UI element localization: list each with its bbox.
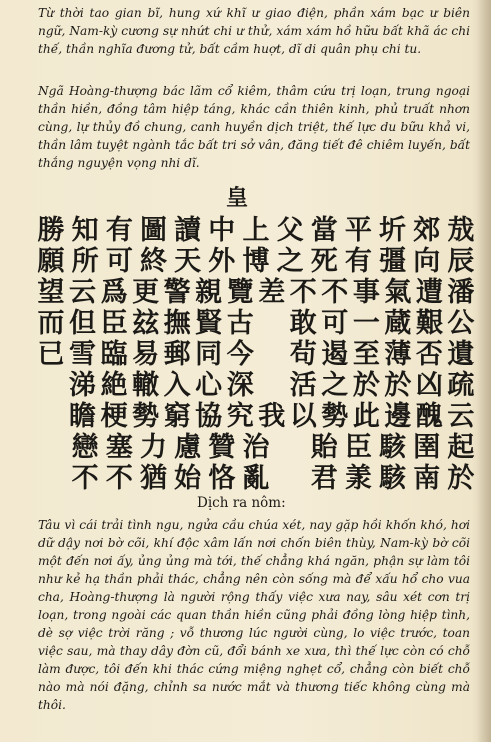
- chinese-character: 有: [344, 246, 372, 277]
- chinese-character: 親: [195, 277, 223, 308]
- chinese-text-row: [36, 247, 476, 277]
- chinese-character: 於: [384, 370, 412, 401]
- chinese-character: 遺: [447, 339, 475, 370]
- chinese-character: 戀: [71, 432, 99, 463]
- chinese-character: 古: [226, 308, 254, 339]
- chinese-text-row: [36, 278, 476, 308]
- chinese-character: 凶: [415, 370, 443, 401]
- chinese-character: 望: [37, 277, 65, 308]
- chinese-character: 潘: [447, 277, 475, 308]
- chinese-character: 外: [208, 246, 236, 277]
- chinese-character: 同: [195, 339, 223, 370]
- chinese-character: 撫: [163, 308, 191, 339]
- chinese-character: 不: [105, 463, 133, 494]
- chinese-character: 涕: [69, 370, 97, 401]
- chinese-character: 已: [37, 339, 65, 370]
- chinese-character: 勢: [132, 401, 160, 432]
- chinese-character: 賢: [195, 308, 223, 339]
- chinese-character: 不: [289, 277, 317, 308]
- chinese-text-row: [36, 464, 476, 494]
- chinese-character: 今: [226, 339, 254, 370]
- chinese-character: 於: [447, 463, 475, 494]
- chinese-character: 臣: [344, 432, 372, 463]
- chinese-character: 此: [352, 401, 380, 432]
- chinese-character: 貽: [310, 432, 338, 463]
- chinese-character: 不: [71, 463, 99, 494]
- chinese-character: 氣: [384, 277, 412, 308]
- chinese-character: 公: [447, 308, 475, 339]
- chinese-character: 贊: [208, 432, 236, 463]
- chinese-character: 易: [132, 339, 160, 370]
- chinese-character: 轍: [132, 370, 160, 401]
- chinese-character: 駭: [379, 463, 407, 494]
- chinese-character: [275, 464, 305, 494]
- chinese-character: 願: [37, 246, 65, 277]
- chinese-character: 彊: [379, 246, 407, 277]
- chinese-text-row: [36, 371, 476, 401]
- chinese-character: [275, 433, 305, 463]
- chinese-character: 艱: [415, 308, 443, 339]
- chinese-character: 博: [242, 246, 270, 277]
- paragraph-1: Từ thời tao gian bĩ, hung xứ khĩ ư giao điện, phần xám bạc ư biên ngữ, Nam-kỳ cương sự nhứt chi ư thử, xám xám hồ hữu bất khã ác chi thế, thần nghĩa đương tử, bất cầm huợt, dĩ di quân phụ chi tu.: [38, 6, 470, 56]
- chinese-character: 云: [69, 277, 97, 308]
- chinese-character: 郊: [413, 215, 441, 246]
- chinese-character: 圉: [413, 432, 441, 463]
- chinese-character: 父: [276, 215, 304, 246]
- chinese-character: 不: [321, 277, 349, 308]
- chinese-character: 疏: [447, 370, 475, 401]
- chinese-character: 圖: [139, 215, 167, 246]
- chinese-character: 覽: [226, 277, 254, 308]
- chinese-character: 上: [242, 215, 270, 246]
- chinese-character: 深: [226, 370, 254, 401]
- chinese-character: 平: [344, 215, 372, 246]
- chinese-character: 南: [413, 463, 441, 494]
- chinese-character: 所: [71, 246, 99, 277]
- chinese-character: [36, 402, 66, 432]
- chinese-character: 邊: [384, 401, 412, 432]
- chinese-character: 敢: [289, 308, 317, 339]
- chinese-character: 遏: [321, 339, 349, 370]
- chinese-character: 一: [352, 308, 380, 339]
- chinese-character: 羕: [344, 463, 372, 494]
- chinese-character: 薄: [384, 339, 412, 370]
- chinese-character: 之: [321, 370, 349, 401]
- chinese-character: 更: [132, 277, 160, 308]
- translation-heading: Dịch ra nôm:: [197, 495, 286, 511]
- chinese-character: 死: [310, 246, 338, 277]
- chinese-character: [36, 371, 66, 401]
- chinese-character: [36, 433, 66, 463]
- chinese-character: 警: [163, 277, 191, 308]
- chinese-character: 醜: [415, 401, 443, 432]
- chinese-character: 入: [163, 370, 191, 401]
- chinese-character: 否: [415, 339, 443, 370]
- chinese-character: 差: [258, 277, 286, 308]
- chinese-character: 天: [174, 246, 202, 277]
- chinese-text-row: [36, 216, 476, 246]
- chinese-character: 治: [242, 432, 270, 463]
- chinese-character: 茍: [289, 339, 317, 370]
- chinese-character: 有: [105, 215, 133, 246]
- chinese-character: 雪: [69, 339, 97, 370]
- chinese-character: 活: [289, 370, 317, 401]
- chinese-character: [257, 340, 287, 370]
- chinese-character: 力: [139, 432, 167, 463]
- chinese-character: 臨: [100, 339, 128, 370]
- chinese-character: 君: [310, 463, 338, 494]
- chinese-character: 可: [321, 308, 349, 339]
- chinese-character: 始: [174, 463, 202, 494]
- chinese-character: 亂: [242, 463, 270, 494]
- chinese-character: 梗: [100, 401, 128, 432]
- chinese-character: 心: [195, 370, 223, 401]
- chinese-character: 郵: [163, 339, 191, 370]
- chinese-character: 爲: [100, 277, 128, 308]
- chinese-character: 遭: [415, 277, 443, 308]
- paragraph-3: Tâu vì cái trải tình ngu, ngửa cầu chúa xét, nay gặp hồi khốn khó, hơi dữ dậy nơi bờ cõi, khí độc xâm lấn nơi chốn biên thùy, Nam-kỳ bờ cõi một đến nơi ấy, ủng ủng mà tới, thế chẳng khá ngăn, phận sự làm tôi như kẻ hạ thần phải thác, chẳng nên còn sống mà để xấu hổ cho vua cha, Hoàng-thượng là người rộng thấy việc xưa nay, sâu xét cơn trị loạn, trong ngoài các quan thần hiền cũng phải đồng lòng hiệp tình, dè sợ việc trời răng ; vỗ thương lúc người cùng, lo việc trước, toan việc sau, mà thay dây đờn cũ, đổi bánh xe xưa, thì thế lực còn có chỗ làm được, tôi đến khi thác cứng miệng nghẹt cổ, chẳng còn biết chỗ nào mà nói đặng, chỉnh sa nước mắt và thương tiếc không cùng mà thôi.: [38, 518, 470, 712]
- chinese-character: 知: [71, 215, 99, 246]
- chinese-character: 恪: [208, 463, 236, 494]
- paragraph-2: Ngã Hoàng-thượng bác lãm cổ kiêm, thâm cứu trị loạn, trung ngoại thần hiền, đồng tâm hiệp táng, khác cần thiên kinh, phủ truất nhơn cùng, lự thủy đồ chung, canh huyền dịch triệt, thế lực du bữu khả vi, thần lâm tuyệt ngành tắc bất tri sở vân, đăng tiết đê chiêm luyến, bất thắng nguyện vọng nhi dĩ.: [38, 84, 470, 170]
- chinese-character: 云: [447, 401, 475, 432]
- chinese-character: 當: [310, 215, 338, 246]
- chinese-character: 玆: [132, 308, 160, 339]
- chinese-character: [36, 464, 66, 494]
- chinese-character: 終: [139, 246, 167, 277]
- chinese-character: 瞻: [69, 401, 97, 432]
- chinese-text-row: [36, 402, 476, 432]
- chinese-character: 向: [413, 246, 441, 277]
- chinese-character: 起: [447, 432, 475, 463]
- chinese-character: 駭: [379, 432, 407, 463]
- chinese-character: 塞: [105, 432, 133, 463]
- chinese-character: [257, 309, 287, 339]
- chinese-character: 臣: [100, 308, 128, 339]
- chinese-character: 蔵: [384, 308, 412, 339]
- chinese-character: 以: [289, 401, 317, 432]
- chinese-character: 事: [352, 277, 380, 308]
- chinese-character: 㦲: [447, 215, 475, 246]
- chinese-character: 協: [195, 401, 223, 432]
- chinese-text-row: [36, 309, 476, 339]
- chinese-character: 至: [352, 339, 380, 370]
- chinese-text-row: [36, 340, 476, 370]
- chinese-character: 究: [226, 401, 254, 432]
- chinese-character: 之: [276, 246, 304, 277]
- chinese-character: 而: [37, 308, 65, 339]
- chinese-character: 讀: [174, 215, 202, 246]
- chinese-character: 絶: [100, 370, 128, 401]
- chinese-character: 於: [352, 370, 380, 401]
- chinese-character: 窮: [163, 401, 191, 432]
- chinese-character: 慮: [174, 432, 202, 463]
- chinese-character: 辰: [447, 246, 475, 277]
- chinese-character: 勢: [321, 401, 349, 432]
- chinese-character: 可: [105, 246, 133, 277]
- chinese-text-row: [36, 433, 476, 463]
- chinese-character: 猶: [139, 463, 167, 494]
- chinese-title-char: 皇: [226, 186, 249, 211]
- chinese-character: 圻: [379, 215, 407, 246]
- chinese-character: 但: [69, 308, 97, 339]
- chinese-character: 中: [208, 215, 236, 246]
- page-edge-shadow: [477, 0, 491, 742]
- chinese-character: [257, 371, 287, 401]
- chinese-character: 勝: [37, 215, 65, 246]
- chinese-character: 我: [258, 401, 286, 432]
